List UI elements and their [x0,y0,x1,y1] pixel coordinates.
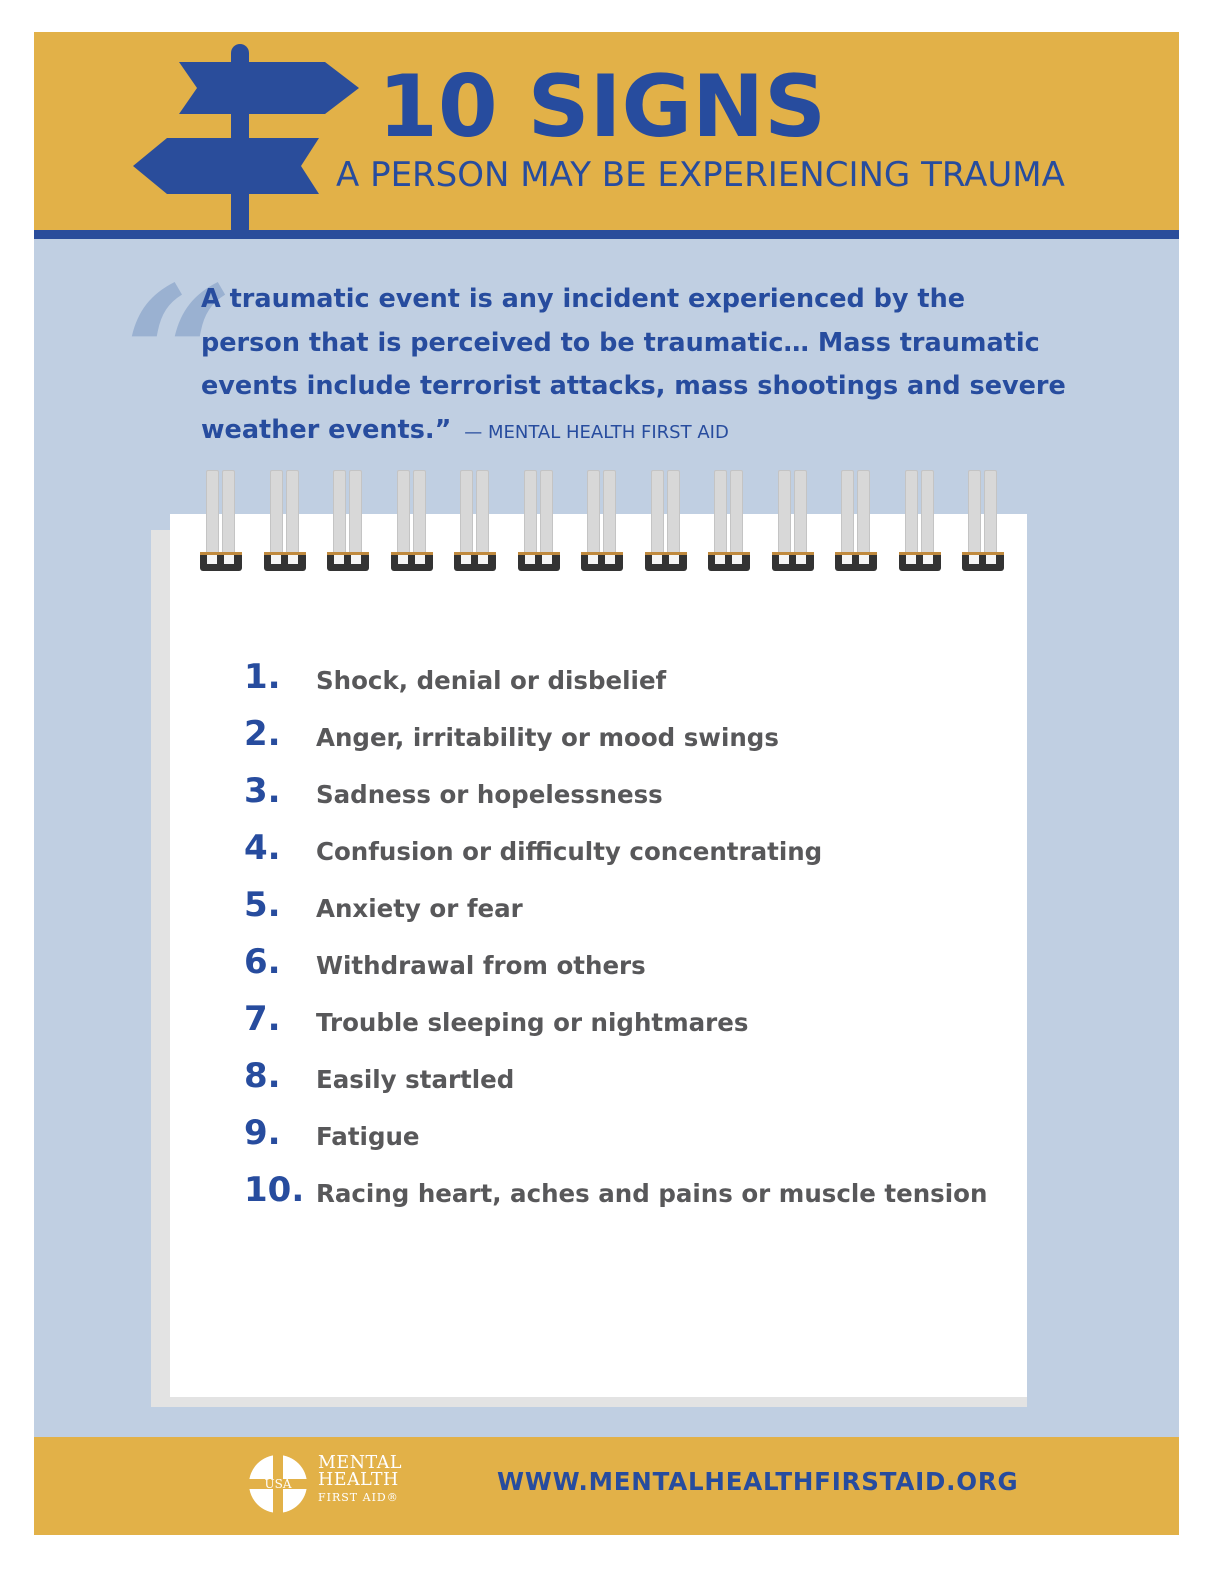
sign-text: Sadness or hopelessness [316,780,663,809]
binding-ring [454,470,496,574]
binding-ring [772,470,814,574]
sign-text: Withdrawal from others [316,951,646,980]
sign-number: 9. [244,1113,281,1153]
sign-number: 2. [244,714,281,754]
page-subtitle: A PERSON MAY BE EXPERIENCING TRAUMA [336,155,1065,195]
binding-ring [708,470,750,574]
binding-ring [200,470,242,574]
quote-mark-icon: “ [124,245,234,468]
logo-line-1: MENTAL [318,1453,402,1473]
sign-text: Fatigue [316,1122,420,1151]
sign-text: Easily startled [316,1065,515,1094]
list-item [244,942,1004,999]
sign-number: 5. [244,885,281,925]
list-item [244,999,1004,1056]
sign-number: 8. [244,1056,281,1096]
website-link[interactable]: WWW.MENTALHEALTHFIRSTAID.ORG [497,1467,1019,1496]
binding-ring [899,470,941,574]
list-item [244,885,1004,942]
list-item [244,1056,1004,1113]
binding-ring [391,470,433,574]
quote-attribution: — MENTAL HEALTH FIRST AID [464,421,729,443]
list-item [244,828,1004,885]
binding-ring [581,470,623,574]
sign-text: Shock, denial or disbelief [316,666,667,695]
quote-block [201,278,1071,454]
svg-text:USA: USA [264,1477,292,1491]
list-item [244,657,1004,714]
binding-ring [518,470,560,574]
list-item [244,771,1004,828]
sign-text: Confusion or difficulty concentrating [316,837,823,866]
page-title: 10 SIGNS [378,57,827,157]
sign-text: Trouble sleeping or nightmares [316,1008,749,1037]
binding-ring [327,470,369,574]
sign-number: 3. [244,771,281,811]
sign-text: Anxiety or fear [316,894,523,923]
sign-text: Anger, irritability or mood swings [316,723,779,752]
poster [34,32,1179,1535]
logo-line-2: HEALTH [318,1470,399,1490]
binding-ring [645,470,687,574]
sign-number: 1. [244,657,281,697]
list-item [244,714,1004,771]
sign-number: 10. [244,1170,305,1210]
sign-number: 6. [244,942,281,982]
quote-text: A traumatic event is any incident experienced by the person that is perceived to be traumatic… Mass traumatic events include terrorist attacks, mass shootings and severe weather events.” [201,284,1066,445]
list-item [244,1170,1004,1227]
signpost-icon [129,42,369,238]
logo-line-3: FIRST AID® [318,1491,399,1504]
sign-number: 7. [244,999,281,1039]
sign-number: 4. [244,828,281,868]
logo-wordmark [318,1455,402,1506]
binding-ring [835,470,877,574]
sign-text: Racing heart, aches and pains or muscle tension [316,1179,988,1208]
binding-ring [264,470,306,574]
list-item [244,1113,1004,1170]
binding-ring [962,470,1004,574]
